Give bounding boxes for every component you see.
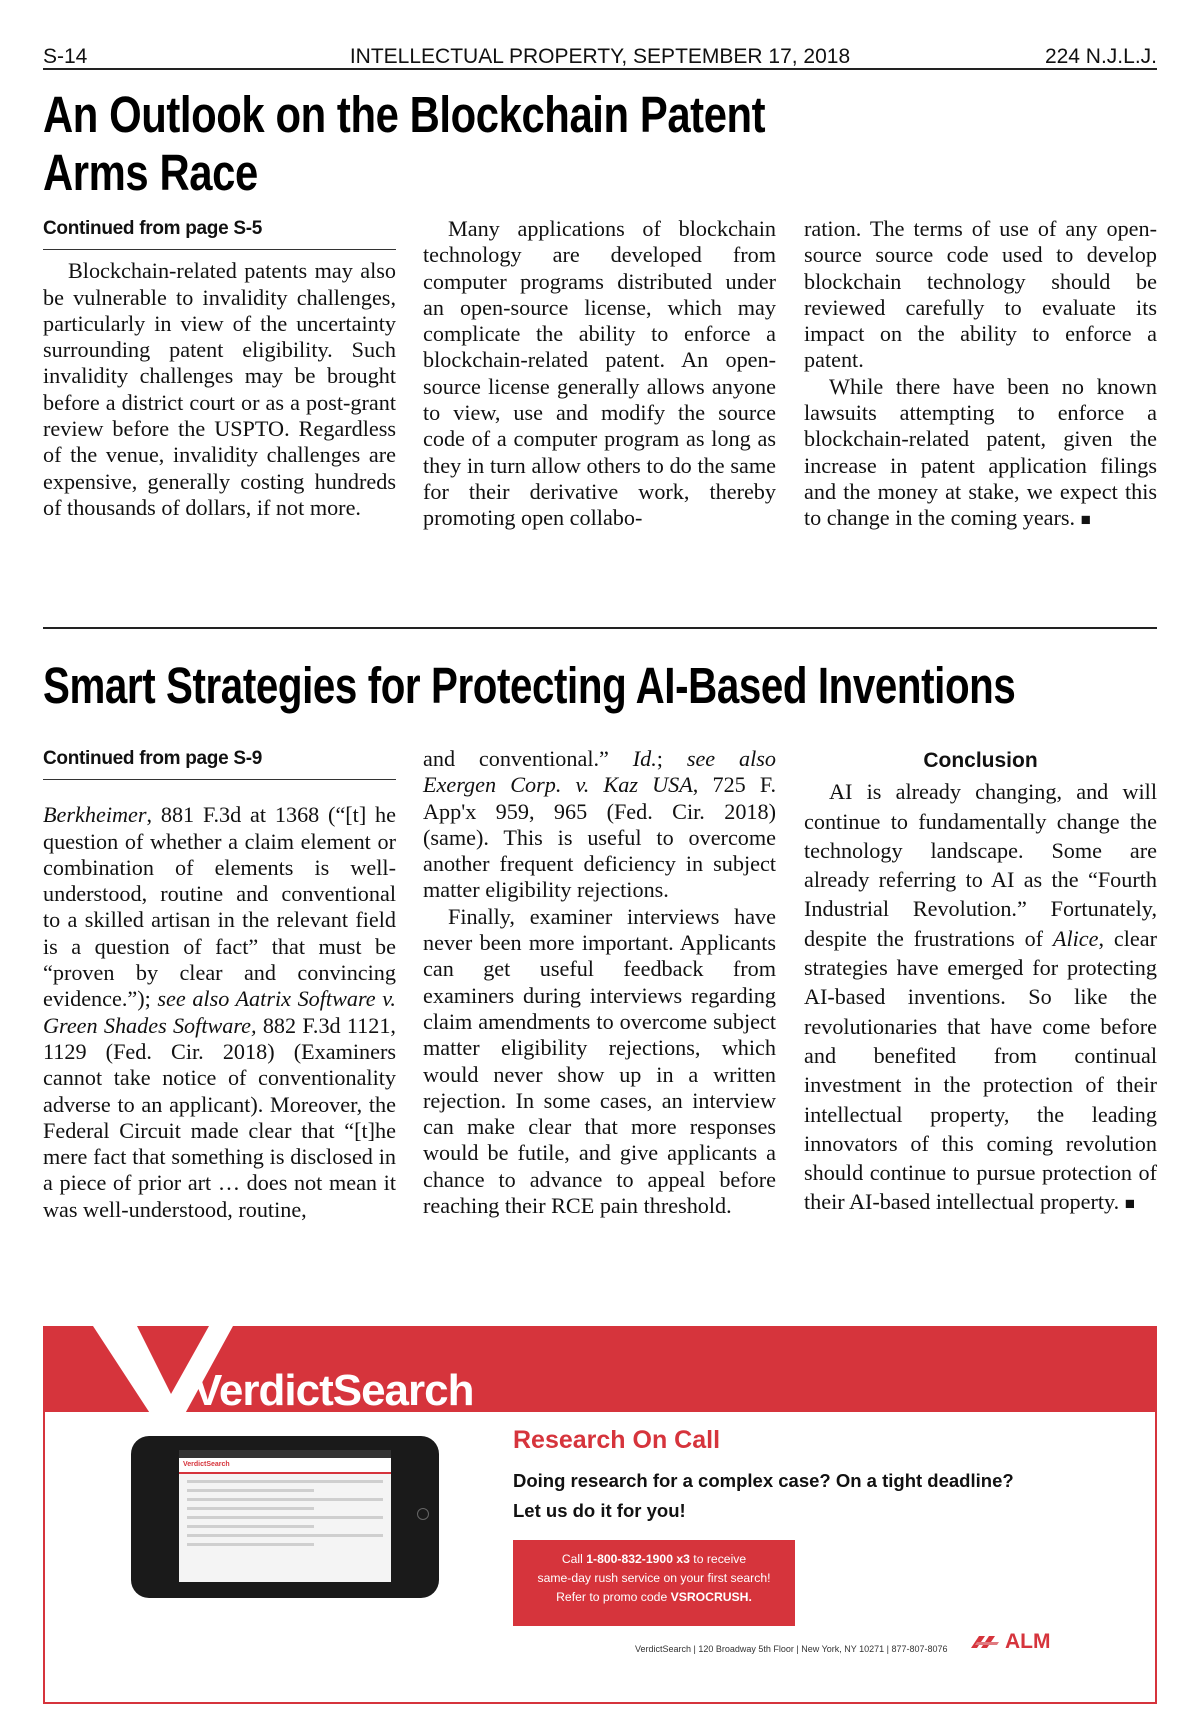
section-date: INTELLECTUAL PROPERTY, SEPTEMBER 17, 2018 <box>349 45 851 68</box>
tablet-home-button-icon <box>417 1508 429 1520</box>
cta-line3 <box>513 1588 795 1607</box>
page-number: S-14 <box>43 45 88 68</box>
ad-brand-title: VerdictSearch <box>193 1366 474 1415</box>
article2-col2-paragraph2: Finally, examiner interviews have never been more important. Applicants can get useful feedback from examiners during interviews regarding claim amendments to overcome subject matter eligibility rejections, which would never show up in a written rejection. In some cases, an interview can make clear that more responses would be futile, and give applicants a chance to advance to appeal before reaching their RCE pain threshold. <box>423 903 776 1219</box>
ad-content <box>43 1326 1157 1704</box>
tablet-screen <box>179 1450 391 1582</box>
case-citation-exergen: see also Exergen Corp. v. Kaz USA <box>423 746 776 798</box>
cta-refer: Refer to promo code <box>556 1590 671 1604</box>
cta-call: Call <box>561 1552 587 1566</box>
article2-continued-label: Continued from page S-9 <box>43 746 396 780</box>
screen-line <box>187 1543 314 1546</box>
ad-footer-address: VerdictSearch | 120 Broadway 5th Floor | New York, NY 10271 | 877-807-8076 <box>635 1644 948 1654</box>
ad-subheadline-line1: Doing research for a complex case? On a tight deadline? <box>513 1470 1014 1491</box>
article1-col3-paragraph1: ration. The terms of use of any open-source source code used to develop blockchain technology should be reviewed carefully to evaluate its impact on the ability to enforce a patent. <box>804 216 1157 373</box>
article1-headline <box>43 86 765 202</box>
screen-line <box>187 1480 383 1483</box>
article2-col3-paragraph <box>804 777 1157 1218</box>
col3-text-1: AI is already changing, and will continue to fundamentally change the technology landscape. Some are already referring to AI as the “Fourth Industrial Revolution.” Fortunately, despite the frustrations of <box>804 779 1157 951</box>
screen-brand: VerdictSearch <box>179 1458 391 1474</box>
article1-column-2 <box>423 216 776 532</box>
col1-text-1: , 881 F.3d at 1368 (“[t] he question of whether a claim element or combination of elements is well-understood, routine and conventional to a skilled artisan in the relevant field is a question of fact” that must be “proven by clear and convincing evidence.”); <box>43 802 396 1012</box>
ad-subheadline-line2: Let us do it for you! <box>513 1500 686 1521</box>
article2-column-2 <box>423 746 776 1219</box>
article1-col2-paragraph: Many applications of blockchain technology are developed from computer programs distributed under an open-source license, which may complicate the ability to enforce a blockchain-related patent. An open-source license generally allows anyone to view, use and modify the source code of a computer program as long as they in turn allow others to do the same for their derivative work, thereby promoting open collabo- <box>423 216 776 531</box>
screen-line <box>187 1516 383 1519</box>
col2-text-2: ; <box>656 746 687 771</box>
col3-text-2: , clear strategies have emerged for protecting AI-based inventions. So like the revolutionaries that have come before and benefited from continual investment in the protection of their intellectual property, the leading innovators of this coming revolution should continue to pursue protection of their AI-based intellectual property. <box>804 925 1157 1215</box>
screen-line <box>187 1525 314 1528</box>
tablet-image <box>131 1436 439 1598</box>
cta-receive: to receive <box>689 1552 747 1566</box>
article1-title-line2: Arms Race <box>43 144 258 201</box>
article2-headline: Smart Strategies for Protecting AI-Based Inventions <box>43 657 1016 714</box>
case-citation-aatrix: see also Aatrix Software v. Green Shades Software, <box>43 986 396 1038</box>
article2-column-3 <box>804 746 1157 1219</box>
ad-subheadline <box>513 1466 1073 1526</box>
article1-col3-paragraph2 <box>804 374 1157 534</box>
article1-column-3 <box>804 216 1157 534</box>
article2-column-1 <box>43 746 396 1223</box>
cta-line1 <box>513 1550 795 1569</box>
screen-line <box>187 1534 383 1537</box>
article2-col1-paragraph <box>43 802 396 1223</box>
screen-line <box>187 1498 383 1501</box>
ad-call-to-action[interactable] <box>513 1540 795 1626</box>
screen-line <box>187 1507 314 1510</box>
article1-column-1 <box>43 216 396 521</box>
col2-text-3: , 725 F. App'x 959, 965 (Fed. Cir. 2018) (same). This is useful to overcome another frequent deficiency in subject matter eligibility rejections. <box>423 772 776 903</box>
end-mark-icon: ■ <box>1124 1194 1136 1214</box>
alm-text: ALM <box>1005 1630 1051 1653</box>
col2-text-1: and conventional.” <box>423 746 633 771</box>
screen-line <box>187 1489 314 1492</box>
article1-continued-label: Continued from page S-5 <box>43 216 396 250</box>
article1-col1-paragraph: Blockchain-related patents may also be vulnerable to invalidity challenges, particularly in view of the uncertainty surrounding patent eligibility. Such invalidity challenges may be brought before a district court or as a post-grant review before the USPTO. Regardless of the venue, invalidity challenges are expensive, generally costing hundreds of thousands of dollars, if not more. <box>43 258 396 520</box>
alm-logo <box>971 1630 1051 1654</box>
citation-id: Id. <box>632 746 657 771</box>
alm-mark-icon <box>971 1632 1001 1652</box>
article1-title-line1: An Outlook on the Blockchain Patent <box>43 86 766 143</box>
article-divider <box>43 627 1157 629</box>
article1-col3-p2-text: While there have been no known lawsuits attempting to enforce a blockchain-related patent, given the increase in patent application filings and the money at stake, we expect this to change in the coming years. <box>804 373 1157 531</box>
end-mark-icon: ■ <box>1080 510 1091 530</box>
ad-headline: Research On Call <box>513 1426 721 1454</box>
cta-phone: 1-800-832-1900 x3 <box>586 1552 690 1566</box>
conclusion-heading: Conclusion <box>923 749 1038 772</box>
screen-topbar <box>179 1450 391 1458</box>
cta-line2: same-day rush service on your first search! <box>537 1571 771 1585</box>
case-citation-berkheimer: Berkheimer <box>43 802 147 828</box>
col1-text-2: 882 F.3d 1121, 1129 (Fed. Cir. 2018) (Examiners cannot take notice of conventionality adverse to an applicant). Moreover, the Federal Circuit made clear that “[t]he mere fact that something is disclosed in a piece of prior art … does not mean it was well-understood, routine, <box>43 1012 396 1222</box>
article2-col2-paragraph1 <box>423 746 776 904</box>
header-rule <box>43 68 1157 70</box>
volume-label: 224 N.J.L.J. <box>1044 45 1157 68</box>
cta-promo-code: VSROCRUSH. <box>670 1590 752 1604</box>
case-citation-alice: Alice <box>1052 925 1099 951</box>
